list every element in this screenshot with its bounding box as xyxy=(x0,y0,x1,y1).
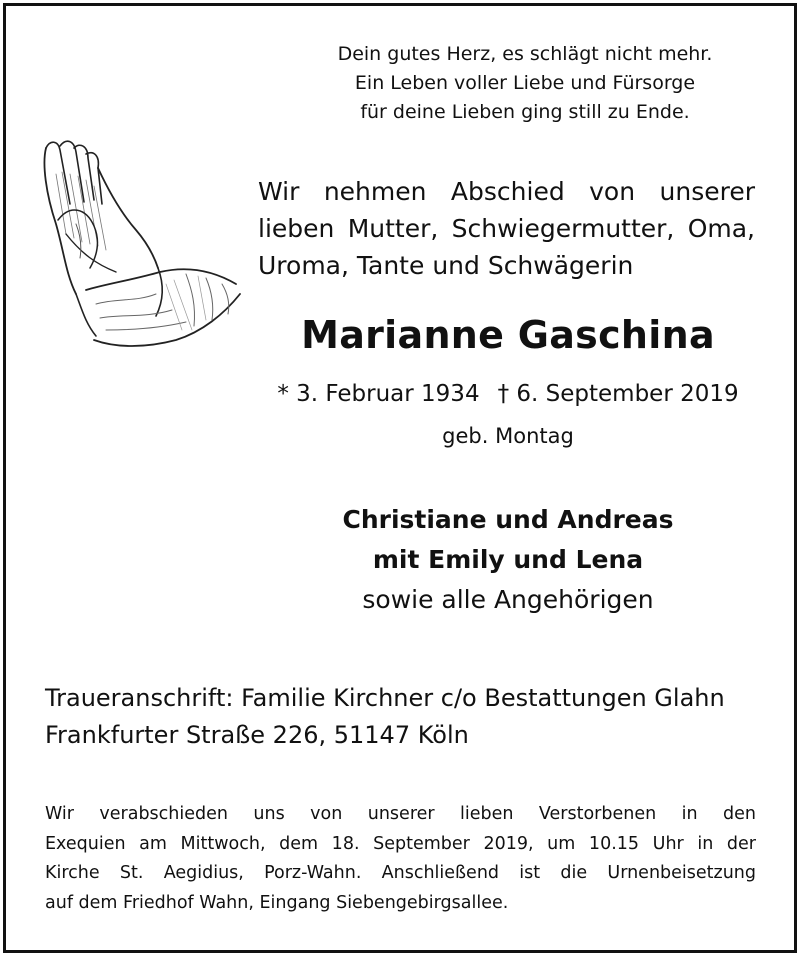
mourners-line: mit Emily und Lena xyxy=(372,545,644,574)
service-line: Kirche St. Aegidius, Porz-Wahn. Anschließend ist die Urnenbeisetzung xyxy=(45,863,756,883)
deceased-name: Marianne Gaschina xyxy=(301,313,715,357)
poem-line: für deine Lieben ging still zu Ende. xyxy=(360,101,690,123)
poem-line: Ein Leben voller Liebe und Fürsorge xyxy=(354,72,696,94)
intro-text xyxy=(258,173,755,284)
birth-name: geb. Montag xyxy=(442,424,574,448)
death-date: † 6. September 2019 xyxy=(497,381,739,407)
birth-date: * 3. Februar 1934 xyxy=(277,381,480,407)
poem-line: Dein gutes Herz, es schlägt nicht mehr. xyxy=(337,43,713,65)
praying-hands-icon xyxy=(36,134,246,360)
intro-line: Wir nehmen Abschied von unserer xyxy=(258,177,755,206)
service-notice xyxy=(45,800,756,918)
mourners-line: sowie alle Angehörigen xyxy=(362,585,654,614)
mourning-address xyxy=(45,680,765,754)
life-dates xyxy=(258,381,758,407)
service-line: Wir verabschieden uns von unserer lieben Verstorbenen in den xyxy=(45,804,756,824)
mourners-line: Christiane und Andreas xyxy=(342,505,674,534)
intro-line: Uroma, Tante und Schwägerin xyxy=(258,251,634,280)
service-line: Exequien am Mittwoch, dem 18. September 2019, um 10.15 Uhr in der xyxy=(45,833,756,854)
mourners xyxy=(258,500,758,620)
service-line: auf dem Friedhof Wahn, Eingang Siebengebirgsallee. xyxy=(45,892,509,913)
address-line: Traueranschrift: Familie Kirchner c/o Bestattungen Glahn xyxy=(45,684,725,712)
address-line: Frankfurter Straße 226, 51147 Köln xyxy=(45,721,469,749)
intro-line: lieben Mutter, Schwiegermutter, Oma, xyxy=(258,214,755,243)
poem xyxy=(300,40,750,127)
